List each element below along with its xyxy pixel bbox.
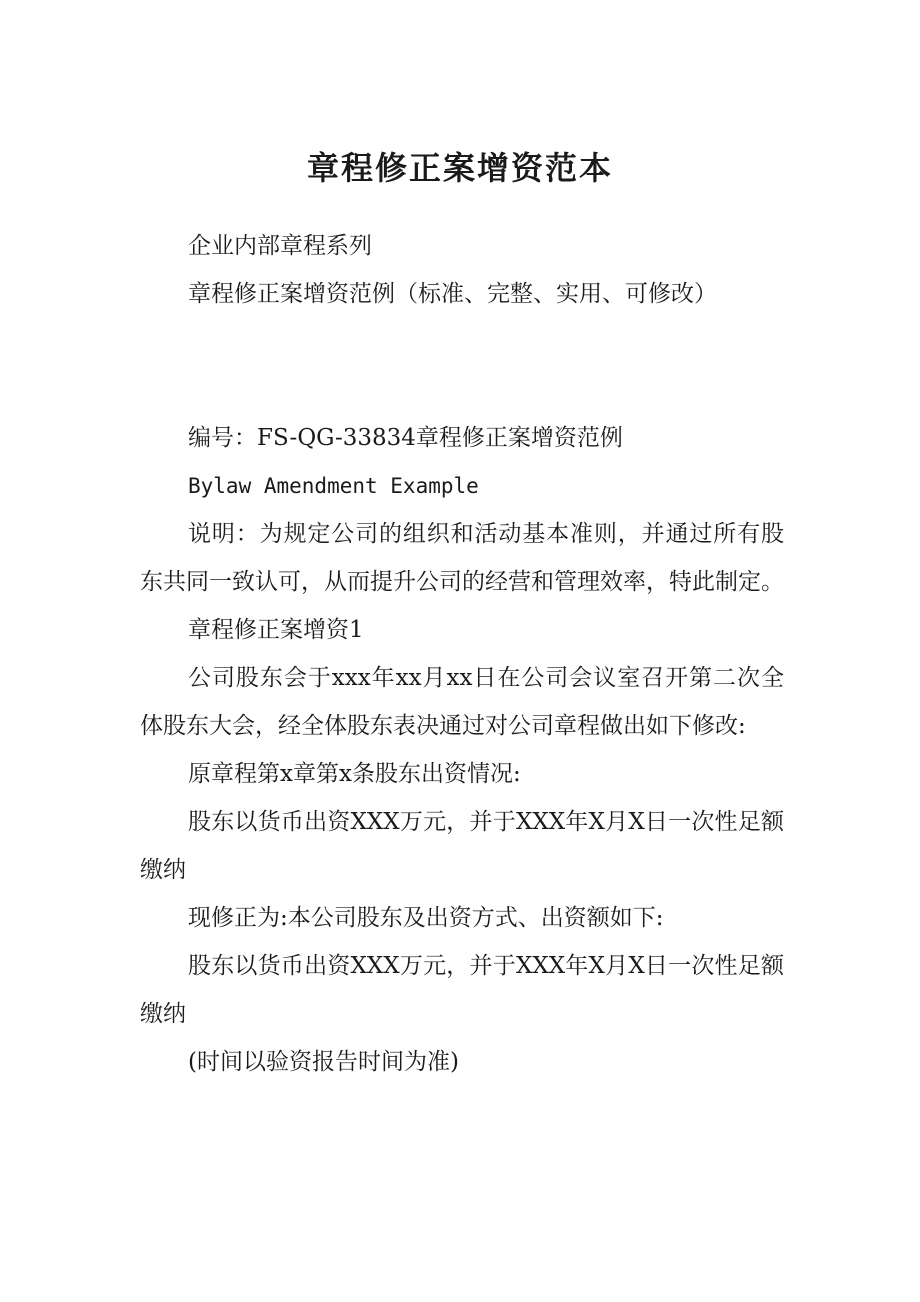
note-paragraph: (时间以验资报告时间为准) [188, 1049, 459, 1075]
revised-content: 股东以货币出资XXX万元，并于XXX年X月X日一次性足额缴纳 [140, 953, 784, 1027]
original-content: 股东以货币出资XXX万元，并于XXX年X月X日一次性足额缴纳 [140, 809, 784, 883]
document-body [140, 222, 784, 1086]
english-title: Bylaw Amendment Example [188, 474, 479, 498]
section-heading: 章程修正案增资1 [188, 617, 364, 643]
series-line: 企业内部章程系列 [188, 233, 372, 259]
original-heading: 原章程第x章第x条股东出资情况: [188, 761, 521, 787]
document-code: 编号：FS-QG-33834章程修正案增资范例 [188, 425, 623, 451]
meeting-paragraph: 公司股东会于xxx年xx月xx日在公司会议室召开第二次全体股东大会，经全体股东表决通过对公司章程做出如下修改: [140, 665, 784, 739]
description-paragraph: 说明：为规定公司的组织和活动基本准则，并通过所有股东共同一致认可，从而提升公司的经营和管理效率，特此制定。 [140, 521, 784, 595]
document-title: 章程修正案增资范本 [306, 149, 613, 187]
spacer [140, 318, 784, 414]
revised-heading: 现修正为:本公司股东及出资方式、出资额如下: [188, 905, 664, 931]
subtitle-line: 章程修正案增资范例（标准、完整、实用、可修改） [188, 281, 717, 307]
